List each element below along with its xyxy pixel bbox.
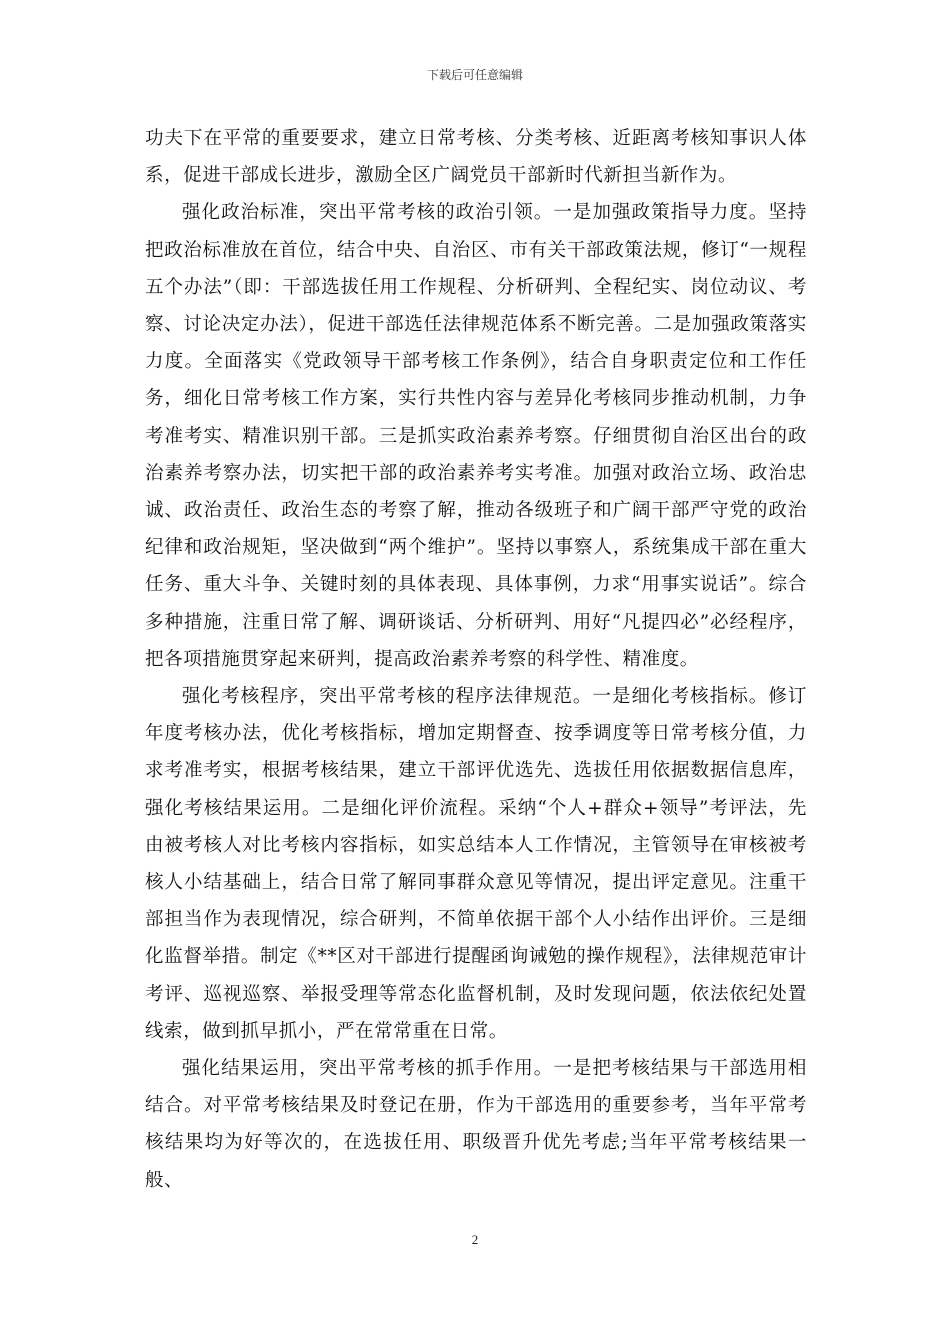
page-header: 下载后可任意编辑 bbox=[426, 68, 523, 82]
page-number: 2 bbox=[471, 1232, 479, 1247]
document-body bbox=[145, 120, 807, 1199]
paragraph-2: 强化政治标准，突出平常考核的政治引领。一是加强政策指导力度。坚持把政治标准放在首位，结合中央、自治区、市有关干部政策法规，修订“一规程五个办法”（即：干部选拔任用工作规程、分析研判、全程纪实、岗位动议、考察、讨论决定办法），促进干部选任法律规范体系不断完善。二是加强政策落实力度。全面落实《党政领导干部考核工作条例》，结合自身职责定位和工作任务，细化日常考核工作方案，实行共性内容与差异化考核同步推动机制，力争考准考实、精准识别干部。三是抓实政治素养考察。仔细贯彻自治区出台的政治素养考察办法，切实把干部的政治素养考实考准。加强对政治立场、政治忠诚、政治责任、政治生态的考察了解，推动各级班子和广阔干部严守党的政治纪律和政治规矩，坚决做到“两个维护”。坚持以事察人，系统集成干部在重大任务、重大斗争、关键时刻的具体表现、具体事例，力求“用事实说话”。综合多种措施，注重日常了解、调研谈话、分析研判、用好“凡提四必”必经程序，把各项措施贯穿起来研判，提高政治素养考察的科学性、精准度。 bbox=[145, 202, 807, 670]
paragraph-3: 强化考核程序，突出平常考核的程序法律规范。一是细化考核指标。修订年度考核办法，优化考核指标，增加定期督查、按季调度等日常考核分值，力求考准考实，根据考核结果，建立干部评优选先、选拔任用依据数据信息库，强化考核结果运用。二是细化评价流程。采纳“个人+群众+领导”考评法，先由被考核人对比考核内容指标，如实总结本人工作情况，主管领导在审核被考核人小结基础上，结合日常了解同事群众意见等情况，提出评定意见。注重干部担当作为表现情况，综合研判，不简单依据干部个人小结作出评价。三是细化监督举措。制定《**区对干部进行提醒函询诫勉的操作规程》，法律规范审计考评、巡视巡察、举报受理等常态化监督机制，及时发现问题，依法依纪处置线索，做到抓早抓小，严在常常重在日常。 bbox=[145, 686, 807, 1042]
paragraph-1: 功夫下在平常的重要要求，建立日常考核、分类考核、近距离考核知事识人体系，促进干部成长进步，激励全区广阔党员干部新时代新担当新作为。 bbox=[145, 128, 807, 187]
paragraph-4: 强化结果运用，突出平常考核的抓手作用。一是把考核结果与干部选用相结合。对平常考核结果及时登记在册，作为干部选用的重要参考，当年平常考核结果均为好等次的，在选拔任用、职级晋升优先考虑;当年平常考核结果一般、 bbox=[145, 1058, 807, 1191]
